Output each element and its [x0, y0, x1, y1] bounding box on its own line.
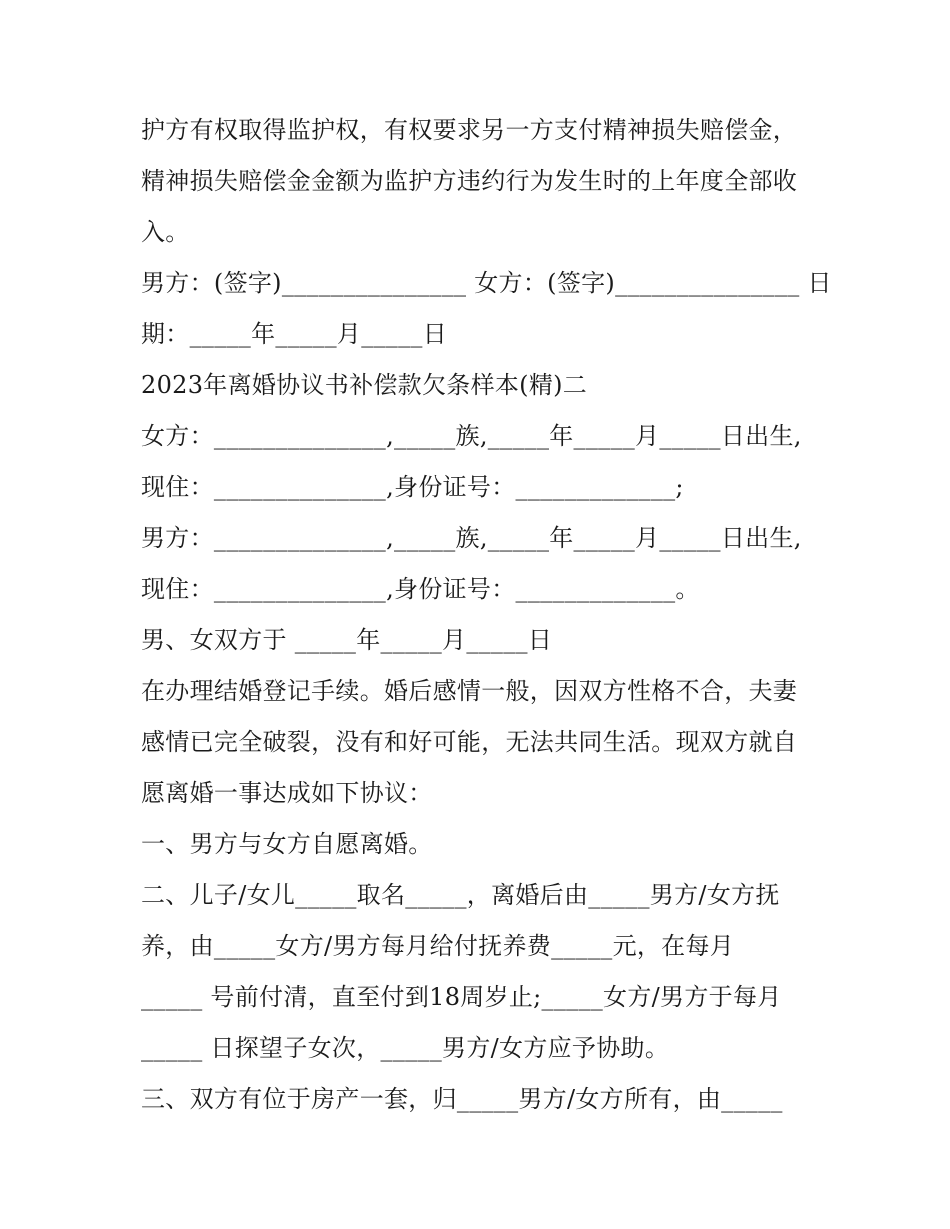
clause-1: 一、男方与女方自愿离婚。	[141, 830, 433, 858]
signature-line: 男方：(签字)_______________ 女方：(签字)_______________ 日	[141, 269, 832, 297]
text-line: _____ 日探望子女次，_____男方/女方应予协助。	[141, 1034, 670, 1062]
clause-2: 二、儿子/女儿_____取名_____，离婚后由_____男方/女方抚	[141, 881, 780, 909]
text-line: 在办理结婚登记手续。婚后感情一般，因双方性格不合，夫妻	[141, 677, 798, 705]
text-line: 入。	[141, 218, 190, 246]
date-line: 期：_____年_____月_____日	[141, 320, 447, 348]
text-line: 感情已完全破裂，没有和好可能，无法共同生活。现双方就自	[141, 728, 798, 756]
husband-address-line: 现住：______________,身份证号：_____________。	[141, 575, 700, 603]
marriage-date-line: 男、女双方于 _____年_____月_____日	[141, 626, 553, 654]
wife-address-line: 现住：______________,身份证号：_____________;	[141, 473, 684, 501]
text-line: 护方有权取得监护权，有权要求另一方支付精神损失赔偿金，	[141, 116, 798, 144]
text-line: _____ 号前付清，直至付到18周岁止;_____女方/男方于每月	[141, 983, 782, 1011]
document-body	[141, 105, 832, 1125]
text-line: 养，由_____女方/男方每月给付抚养费_____元，在每月	[141, 932, 735, 960]
text-line: 精神损失赔偿金金额为监护方违约行为发生时的上年度全部收	[141, 167, 798, 195]
husband-info-line: 男方：______________,_____族,_____年_____月_____日出生,	[141, 524, 802, 552]
wife-info-line: 女方：______________,_____族,_____年_____月_____日出生,	[141, 422, 802, 450]
text-line: 愿离婚一事达成如下协议：	[141, 779, 433, 807]
section-title: 2023年离婚协议书补偿款欠条样本(精)二	[141, 371, 588, 399]
clause-3: 三、双方有位于房产一套，归_____男方/女方所有，由_____	[141, 1085, 783, 1113]
